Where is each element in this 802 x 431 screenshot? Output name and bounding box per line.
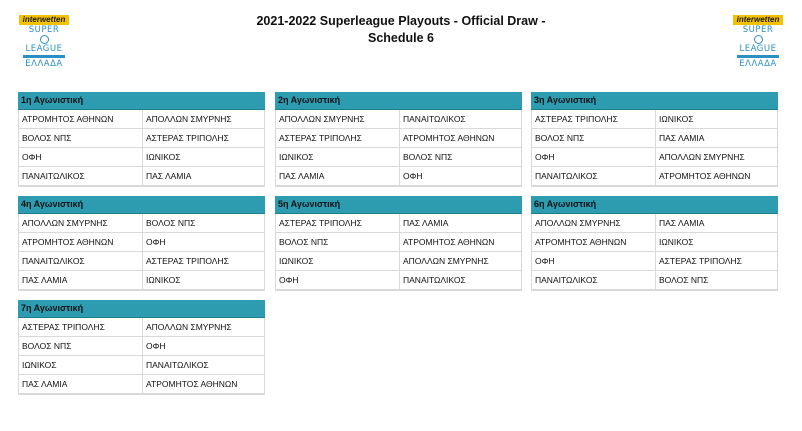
away-team: ΑΣΤΕΡΑΣ ΤΡΙΠΟΛΗΣ [146, 256, 229, 266]
away-team: ΒΟΛΟΣ ΝΠΣ [659, 275, 709, 285]
round-5-table [275, 196, 522, 291]
page-title [250, 13, 552, 47]
home-team: ΙΩΝΙΚΟΣ [276, 252, 400, 270]
away-team: ΑΣΤΕΡΑΣ ΤΡΙΠΟΛΗΣ [659, 256, 742, 266]
logo-word-league: LEAGUE [739, 44, 777, 54]
match-row [19, 167, 264, 186]
away-team: ΑΠΟΛΛΩΝ ΣΜΥΡΝΗΣ [146, 322, 232, 332]
away-team: ΒΟΛΟΣ ΝΠΣ [146, 218, 196, 228]
away-team: ΑΠΟΛΛΩΝ ΣΜΥΡΝΗΣ [146, 114, 232, 124]
match-row [19, 148, 264, 167]
home-team: ΒΟΛΟΣ ΝΠΣ [276, 233, 400, 251]
match-row [276, 214, 521, 233]
superleague-logo-right [733, 15, 783, 85]
home-team: ΠΑΣ ΛΑΜΙΑ [276, 167, 400, 185]
away-team: ΟΦΗ [146, 237, 166, 247]
home-team: ΑΠΟΛΛΩΝ ΣΜΥΡΝΗΣ [532, 214, 656, 232]
round-header: 5η Αγωνιστική [275, 196, 522, 214]
away-team: ΑΤΡΟΜΗΤΟΣ ΑΘΗΝΩΝ [403, 237, 495, 247]
home-team: ΠΑΣ ΛΑΜΙΑ [19, 271, 143, 289]
match-row [532, 214, 777, 233]
round-header: 7η Αγωνιστική [18, 300, 265, 318]
home-team: ΙΩΝΙΚΟΣ [276, 148, 400, 166]
away-team: ΒΟΛΟΣ ΝΠΣ [403, 152, 453, 162]
round-6-table [531, 196, 778, 291]
match-row [276, 271, 521, 290]
away-team: ΙΩΝΙΚΟΣ [659, 114, 694, 124]
match-row [532, 129, 777, 148]
logo-brand: interwetten [19, 15, 69, 25]
home-team: ΑΠΟΛΛΩΝ ΣΜΥΡΝΗΣ [19, 214, 143, 232]
match-row [276, 148, 521, 167]
match-row [19, 271, 264, 290]
match-row [532, 110, 777, 129]
away-team: ΙΩΝΙΚΟΣ [146, 152, 181, 162]
round-header: 2η Αγωνιστική [275, 92, 522, 110]
away-team: ΟΦΗ [403, 171, 423, 181]
logo-word-country: ΕΛΛΑΔΑ [739, 59, 777, 69]
ball-icon [40, 35, 49, 44]
match-row [19, 252, 264, 271]
round-header: 1η Αγωνιστική [18, 92, 265, 110]
match-row [532, 167, 777, 186]
home-team: ΑΣΤΕΡΑΣ ΤΡΙΠΟΛΗΣ [532, 110, 656, 128]
superleague-logo-left [19, 15, 69, 85]
away-team: ΠΑΣ ΛΑΜΙΑ [403, 218, 449, 228]
round-7-table [18, 300, 265, 395]
match-row [19, 214, 264, 233]
home-team: ΑΤΡΟΜΗΤΟΣ ΑΘΗΝΩΝ [19, 110, 143, 128]
match-row [19, 337, 264, 356]
round-4-table [18, 196, 265, 291]
title-line-1: 2021-2022 Superleague Playouts - Official Draw - [256, 14, 546, 28]
home-team: ΑΣΤΕΡΑΣ ΤΡΙΠΟΛΗΣ [276, 129, 400, 147]
logo-bar [737, 55, 779, 58]
match-row [19, 129, 264, 148]
home-team: ΒΟΛΟΣ ΝΠΣ [19, 129, 143, 147]
home-team: ΑΣΤΕΡΑΣ ΤΡΙΠΟΛΗΣ [19, 318, 143, 336]
home-team: ΠΑΣ ΛΑΜΙΑ [19, 375, 143, 393]
round-header: 6η Αγωνιστική [531, 196, 778, 214]
away-team: ΑΤΡΟΜΗΤΟΣ ΑΘΗΝΩΝ [659, 171, 751, 181]
match-row [532, 233, 777, 252]
match-row [276, 110, 521, 129]
logo-brand: interwetten [733, 15, 783, 25]
match-row [19, 356, 264, 375]
home-team: ΙΩΝΙΚΟΣ [19, 356, 143, 374]
match-row [276, 167, 521, 186]
match-row [19, 375, 264, 394]
away-team: ΑΤΡΟΜΗΤΟΣ ΑΘΗΝΩΝ [403, 133, 495, 143]
home-team: ΠΑΝΑΙΤΩΛΙΚΟΣ [19, 252, 143, 270]
home-team: ΟΦΗ [532, 148, 656, 166]
away-team: ΑΤΡΟΜΗΤΟΣ ΑΘΗΝΩΝ [146, 379, 238, 389]
home-team: ΟΦΗ [276, 271, 400, 289]
home-team: ΠΑΝΑΙΤΩΛΙΚΟΣ [532, 271, 656, 289]
match-row [276, 233, 521, 252]
away-team: ΙΩΝΙΚΟΣ [659, 237, 694, 247]
away-team: ΑΠΟΛΛΩΝ ΣΜΥΡΝΗΣ [403, 256, 489, 266]
round-1-table [18, 92, 265, 187]
away-team: ΠΑΣ ΛΑΜΙΑ [659, 218, 705, 228]
match-row [276, 129, 521, 148]
match-row [532, 271, 777, 290]
match-row [19, 233, 264, 252]
home-team: ΒΟΛΟΣ ΝΠΣ [532, 129, 656, 147]
round-3-table [531, 92, 778, 187]
logo-word-super: SUPER [28, 25, 60, 35]
home-team: ΑΣΤΕΡΑΣ ΤΡΙΠΟΛΗΣ [276, 214, 400, 232]
match-row [532, 252, 777, 271]
home-team: ΟΦΗ [532, 252, 656, 270]
match-row [532, 148, 777, 167]
away-team: ΑΠΟΛΛΩΝ ΣΜΥΡΝΗΣ [659, 152, 745, 162]
logo-bar [23, 55, 65, 58]
away-team: ΠΑΝΑΙΤΩΛΙΚΟΣ [146, 360, 209, 370]
logo-word-league: LEAGUE [25, 44, 63, 54]
away-team: ΠΑΣ ΛΑΜΙΑ [146, 171, 192, 181]
away-team: ΑΣΤΕΡΑΣ ΤΡΙΠΟΛΗΣ [146, 133, 229, 143]
home-team: ΑΤΡΟΜΗΤΟΣ ΑΘΗΝΩΝ [532, 233, 656, 251]
logo-word-country: ΕΛΛΑΔΑ [25, 59, 63, 69]
home-team: ΑΠΟΛΛΩΝ ΣΜΥΡΝΗΣ [276, 110, 400, 128]
round-2-table [275, 92, 522, 187]
match-row [276, 252, 521, 271]
home-team: ΟΦΗ [19, 148, 143, 166]
round-header: 4η Αγωνιστική [18, 196, 265, 214]
title-line-2: Schedule 6 [368, 31, 434, 45]
away-team: ΠΑΝΑΙΤΩΛΙΚΟΣ [403, 114, 466, 124]
home-team: ΠΑΝΑΙΤΩΛΙΚΟΣ [532, 167, 656, 185]
home-team: ΑΤΡΟΜΗΤΟΣ ΑΘΗΝΩΝ [19, 233, 143, 251]
away-team: ΠΑΝΑΙΤΩΛΙΚΟΣ [403, 275, 466, 285]
away-team: ΠΑΣ ΛΑΜΙΑ [659, 133, 705, 143]
match-row [19, 110, 264, 129]
away-team: ΟΦΗ [146, 341, 166, 351]
home-team: ΠΑΝΑΙΤΩΛΙΚΟΣ [19, 167, 143, 185]
ball-icon [754, 35, 763, 44]
home-team: ΒΟΛΟΣ ΝΠΣ [19, 337, 143, 355]
match-row [19, 318, 264, 337]
logo-word-super: SUPER [742, 25, 774, 35]
round-header: 3η Αγωνιστική [531, 92, 778, 110]
away-team: ΙΩΝΙΚΟΣ [146, 275, 181, 285]
